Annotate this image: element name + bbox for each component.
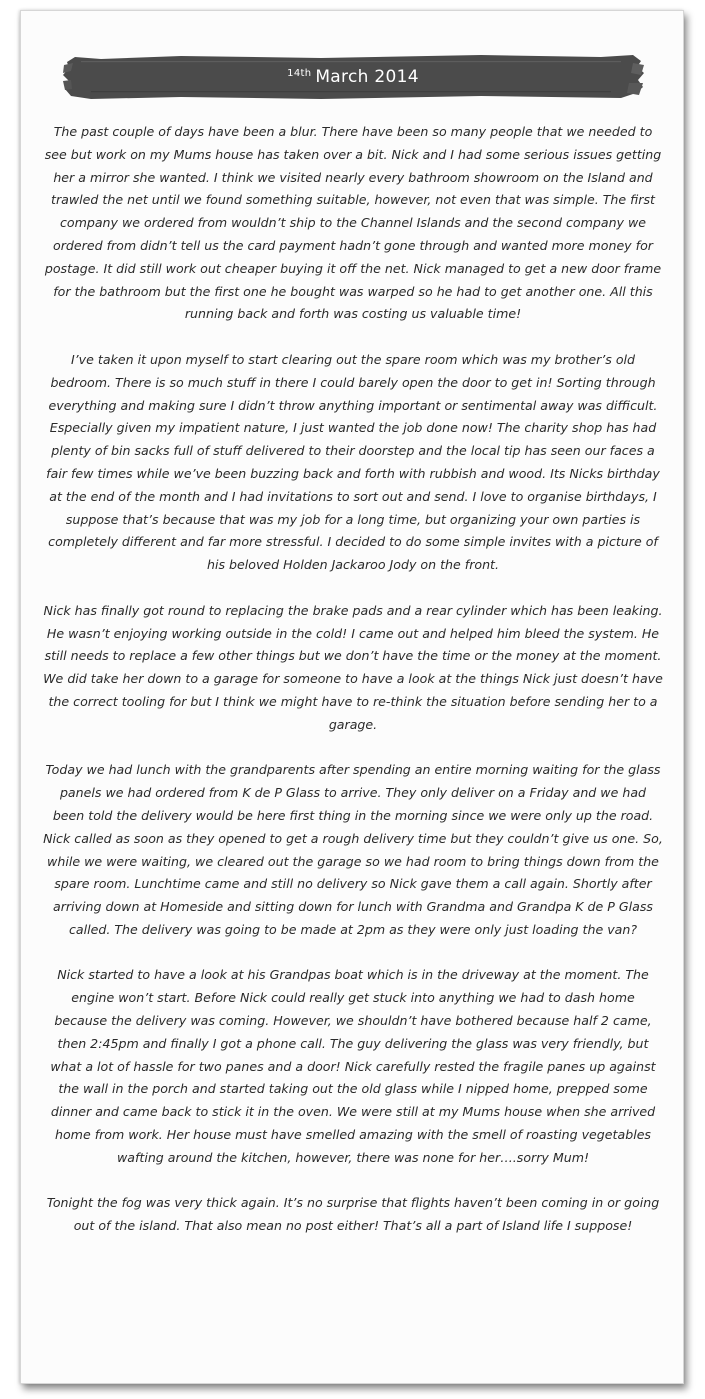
date-ordinal: 14th bbox=[287, 67, 312, 79]
paragraph: Tonight the fog was very thick again. It’s no surprise that flights haven’t been coming in or going out of the island. That also mean no post either! That’s all a part of Island life I suppose! bbox=[46, 1195, 660, 1234]
date-banner bbox=[61, 53, 645, 101]
entry-date bbox=[61, 53, 645, 101]
paragraph: Today we had lunch with the grandparents after spending an entire morning waiting for the glass panels we had ordered from K de P Glass to arrive. They only deliver on a Friday and we had been told the delivery would be here first thing in the morning since we were only up the road. Nick called as soon as they opened to get a rough delivery time but they couldn’t give us one. So, while we were waiting, we cleared out the garage so we had room to bring things down from the spare room. Lunchtime came and still no delivery so Nick gave them a call again. Shortly after arriving down at Homeside and sitting down for lunch with Grandma and Grandpa K de P Glass called. The delivery was going to be made at 2pm as they were only just loading the van? bbox=[43, 762, 663, 937]
journal-page bbox=[20, 10, 684, 1384]
paragraph: I’ve taken it upon myself to start clearing out the spare room which was my brother’s old bedroom. There is so much stuff in there I could barely open the door to get in! Sorting through everything and making sure I didn’t throw anything important or sentimental away was difficult. Especially given my impatient nature, I just wanted the job done now! The charity shop has had plenty of bin sacks full of stuff delivered to their doorstep and the local tip has seen our faces a fair few times while we’ve been buzzing back and forth with rubbish and wood. Its Nicks birthday at the end of the month and I had invitations to sort out and send. I love to organise birthdays, I suppose that’s because that was my job for a long time, but organizing your own parties is completely different and far more stressful. I decided to do some simple invites with a picture of his beloved Holden Jackaroo Jody on the front. bbox=[46, 351, 660, 573]
paragraph: Nick has finally got round to replacing the brake pads and a rear cylinder which has been leaking. He wasn’t enjoying working outside in the cold! I came out and helped him bleed the system. He still needs to replace a few other things but we don’t have the time or the money at the moment. We did take her down to a garage for someone to have a look at the things Nick just doesn’t have the correct tooling for but I think we might have to re-think the situation before sending her to a garage. bbox=[43, 602, 663, 732]
date-text: March 2014 bbox=[315, 67, 419, 87]
entry-body bbox=[43, 121, 663, 1261]
paragraph: Nick started to have a look at his Grandpas boat which is in the driveway at the moment. The engine won’t start. Before Nick could really get stuck into anything we had to dash home because the delivery was coming. However, we shouldn’t have bothered because half 2 came, then 2:45pm and finally I got a phone call. The guy delivering the glass was very friendly, but what a lot of hassle for two panes and a door! Nick carefully rested the fragile panes up against the wall in the porch and started taking out the old glass while I nipped home, prepped some dinner and came back to stick it in the oven. We were still at my Mums house when she arrived home from work. Her house must have smelled amazing with the smell of roasting vegetables wafting around the kitchen, however, there was none for her….sorry Mum! bbox=[50, 967, 656, 1165]
paragraph: The past couple of days have been a blur. There have been so many people that we needed to see but work on my Mums house has taken over a bit. Nick and I had some serious issues getting her a mirror she wanted. I think we visited nearly every bathroom showroom on the Island and trawled the net until we found something suitable, however, not even that was simple. The first company we ordered from wouldn’t ship to the Channel Islands and the second company we ordered from didn’t tell us the card payment hadn’t gone through and wanted more money for postage. It did still work out cheaper buying it off the net. Nick managed to get a new door frame for the bathroom but the first one he bought was warped so he had to get another one. All this running back and forth was costing us valuable time! bbox=[44, 124, 662, 322]
